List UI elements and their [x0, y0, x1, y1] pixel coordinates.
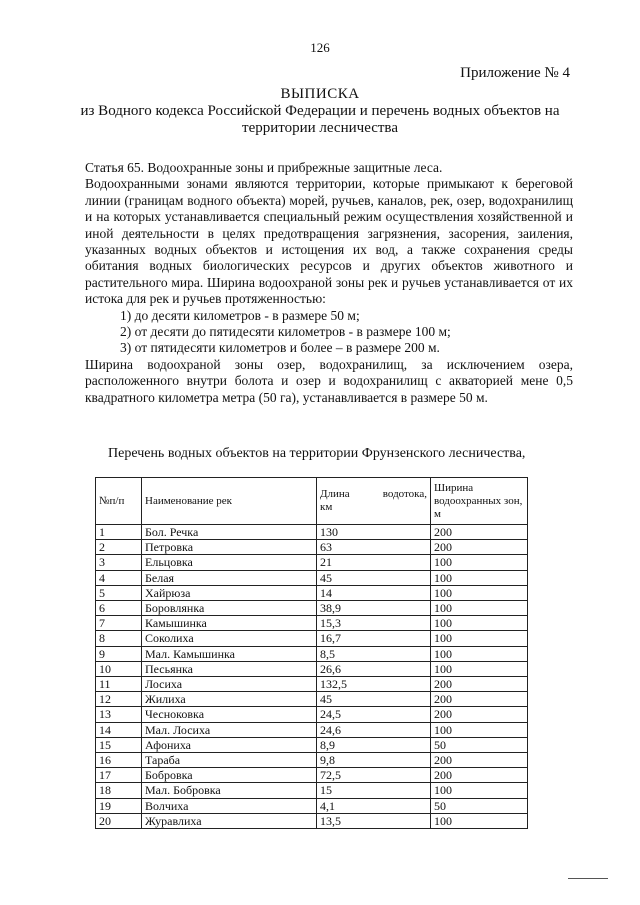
row-length: 24,5: [317, 707, 431, 722]
row-width: 100: [431, 722, 528, 737]
row-name: Боровлянка: [142, 601, 317, 616]
row-name: Мал. Бобровка: [142, 783, 317, 798]
row-name: Соколиха: [142, 631, 317, 646]
row-length: 45: [317, 692, 431, 707]
table-row: [96, 585, 528, 600]
article-paragraph-1: Водоохранными зонами являются территории, которые примыкают к береговой линии (границам водного объекта) морей, ручьев, каналов, рек, озер, водохранилищ и на которых устанавливается специальный режим осуществления хозяйственной и иной деятельности в целях предотвращения загрязнения, засорения, заиления, указанных водных объектов и истощения их вод, а также сохранения среды обитания водных биологических ресурсов и других объектов животного и растительного мира. Ширина водоохраной зоны рек и ручьев устанавливается от их истока для рек и ручьев протяженностью:: [85, 176, 573, 307]
row-width: 200: [431, 707, 528, 722]
row-name: Бол. Речка: [142, 525, 317, 540]
row-length: 24,6: [317, 722, 431, 737]
row-num: 3: [96, 555, 142, 570]
row-name: Чесноковка: [142, 707, 317, 722]
row-num: 2: [96, 540, 142, 555]
list-item-3: 3) от пятидесяти километров и более – в размере 200 м.: [120, 340, 440, 356]
table-row: [96, 555, 528, 570]
row-width: 200: [431, 692, 528, 707]
title-line-1: ВЫПИСКА: [280, 86, 360, 102]
title-line-3: территории лесничества: [242, 120, 398, 136]
table-row: [96, 692, 528, 707]
row-num: 5: [96, 585, 142, 600]
table-row: [96, 631, 528, 646]
row-num: 7: [96, 616, 142, 631]
row-length: 14: [317, 585, 431, 600]
table-body: [96, 525, 528, 829]
table-row: [96, 798, 528, 813]
row-length: 21: [317, 555, 431, 570]
header-width: Ширина водоохранных зон, м: [431, 478, 528, 525]
row-name: Мал. Лосиха: [142, 722, 317, 737]
header-length-b: водотока,: [382, 488, 427, 500]
appendix-label: Приложение № 4: [460, 65, 570, 81]
row-name: Жилиха: [142, 692, 317, 707]
row-width: 100: [431, 646, 528, 661]
row-num: 20: [96, 813, 142, 828]
header-name: Наименование рек: [142, 478, 317, 525]
row-name: Петровка: [142, 540, 317, 555]
table-row: [96, 601, 528, 616]
table-row: [96, 768, 528, 783]
table-row: [96, 707, 528, 722]
water-objects-table: [95, 477, 528, 829]
page-number: 126: [310, 40, 330, 55]
row-num: 16: [96, 753, 142, 768]
row-length: 38,9: [317, 601, 431, 616]
row-length: 15,3: [317, 616, 431, 631]
table-row: [96, 737, 528, 752]
title-line-2: из Водного кодекса Российской Федерации и перечень водных объектов на: [80, 103, 560, 119]
page-mark-line: [568, 878, 608, 879]
row-name: Лосиха: [142, 677, 317, 692]
row-name: Ельцовка: [142, 555, 317, 570]
row-length: 63: [317, 540, 431, 555]
row-name: Журавлиха: [142, 813, 317, 828]
row-length: 8,5: [317, 646, 431, 661]
row-width: 50: [431, 798, 528, 813]
row-width: 100: [431, 661, 528, 676]
row-name: Белая: [142, 570, 317, 585]
article-section: [85, 160, 573, 406]
table-row: [96, 646, 528, 661]
row-name: Тараба: [142, 753, 317, 768]
row-name: Камышинка: [142, 616, 317, 631]
row-width: 200: [431, 540, 528, 555]
row-name: Афониха: [142, 737, 317, 752]
table-row: [96, 616, 528, 631]
row-width: 100: [431, 783, 528, 798]
row-num: 19: [96, 798, 142, 813]
table-row: [96, 570, 528, 585]
row-width: 100: [431, 555, 528, 570]
row-length: 9,8: [317, 753, 431, 768]
row-length: 26,6: [317, 661, 431, 676]
table-row: [96, 753, 528, 768]
row-num: 13: [96, 707, 142, 722]
row-width: 50: [431, 737, 528, 752]
row-width: 200: [431, 768, 528, 783]
row-length: 16,7: [317, 631, 431, 646]
list-item-1: 1) до десяти километров - в размере 50 м;: [120, 307, 360, 323]
table-row: [96, 540, 528, 555]
row-num: 6: [96, 601, 142, 616]
document-title: [0, 86, 640, 137]
header-num: №п/п: [96, 478, 142, 525]
table-row: [96, 813, 528, 828]
row-length: 4,1: [317, 798, 431, 813]
row-length: 72,5: [317, 768, 431, 783]
row-length: 15: [317, 783, 431, 798]
row-name: Волчиха: [142, 798, 317, 813]
row-width: 100: [431, 601, 528, 616]
row-num: 4: [96, 570, 142, 585]
row-num: 8: [96, 631, 142, 646]
row-width: 200: [431, 525, 528, 540]
table-row: [96, 722, 528, 737]
row-num: 9: [96, 646, 142, 661]
row-num: 15: [96, 737, 142, 752]
table-row: [96, 525, 528, 540]
row-width: 100: [431, 585, 528, 600]
table-header-row: [96, 478, 528, 525]
row-num: 18: [96, 783, 142, 798]
row-width: 100: [431, 570, 528, 585]
row-num: 1: [96, 525, 142, 540]
row-num: 12: [96, 692, 142, 707]
table-row: [96, 661, 528, 676]
article-heading: Статья 65. Водоохранные зоны и прибрежные защитные леса.: [85, 160, 443, 175]
row-width: 200: [431, 677, 528, 692]
row-length: 45: [317, 570, 431, 585]
row-name: Хайрюза: [142, 585, 317, 600]
row-width: 200: [431, 753, 528, 768]
header-length: [317, 478, 431, 525]
row-name: Мал. Камышинка: [142, 646, 317, 661]
table-row: [96, 783, 528, 798]
row-length: 8,9: [317, 737, 431, 752]
row-num: 11: [96, 677, 142, 692]
row-num: 10: [96, 661, 142, 676]
row-num: 17: [96, 768, 142, 783]
header-length-c: км: [320, 501, 333, 513]
header-length-a: Длина: [320, 488, 350, 500]
row-width: 100: [431, 616, 528, 631]
row-name: Бобровка: [142, 768, 317, 783]
list-item-2: 2) от десяти до пятидесяти километров - в размере 100 м;: [120, 324, 451, 340]
row-length: 132,5: [317, 677, 431, 692]
table-row: [96, 677, 528, 692]
article-paragraph-2: Ширина водоохраной зоны озер, водохранилищ, за исключением озера, расположенного внутри болота и озер и водохранилищ с акваторией мене 0,5 квадратного километра метра (50 га), устанавливается в размере 50 м.: [85, 356, 573, 405]
row-width: 100: [431, 631, 528, 646]
row-width: 100: [431, 813, 528, 828]
list-heading: Перечень водных объектов на территории Фрунзенского лесничества,: [108, 446, 526, 461]
row-length: 13,5: [317, 813, 431, 828]
row-length: 130: [317, 525, 431, 540]
row-num: 14: [96, 722, 142, 737]
row-name: Песьянка: [142, 661, 317, 676]
